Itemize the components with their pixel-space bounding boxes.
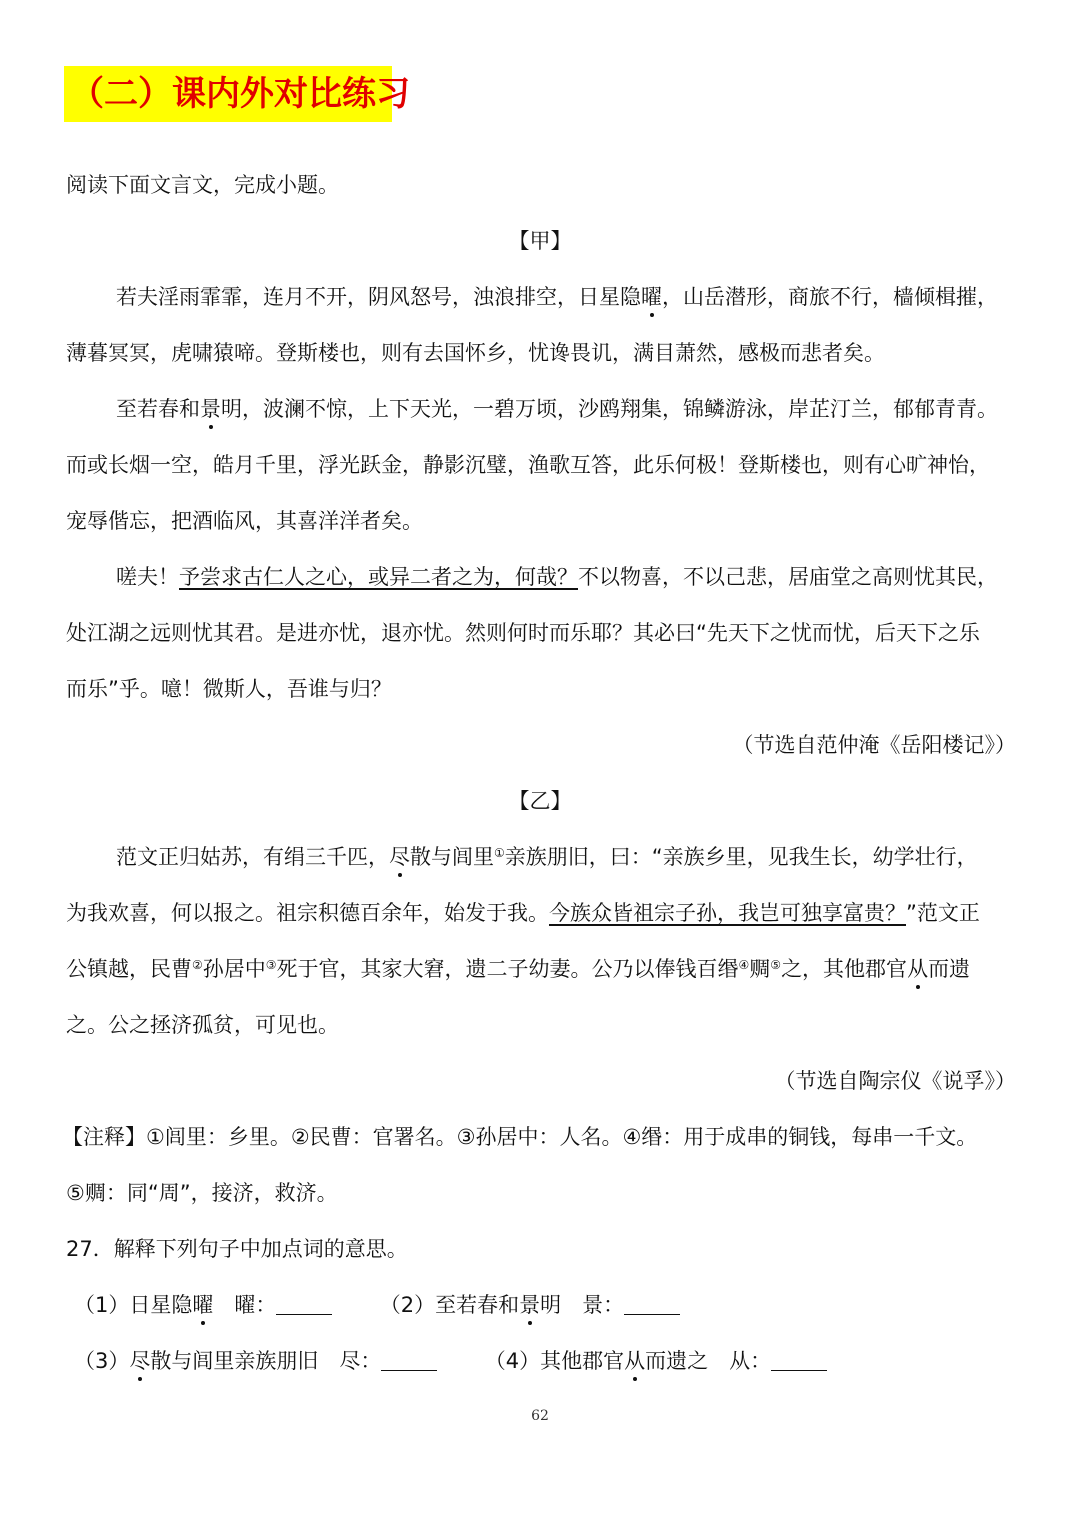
passage-b-source: （节选自陶宗仪《说孚》） — [774, 1069, 1016, 1093]
passage-a-line: 而或长烟一空，皓月千里，浮光跃金，静影沉璧，渔歌互答，此乐何极！登斯楼也，则有心旷神怡， — [66, 453, 990, 477]
emphasis-dot-char: 曜 — [641, 282, 662, 312]
passage-b-line: 范文正归姑苏，有绢三千匹，尽散与闾里①亲族朋旧，曰：“亲族乡里，见我生长，幼学壮行， — [116, 842, 1016, 872]
emphasis-dot-char: 景 — [519, 1290, 540, 1320]
footnote-marker: ④ — [738, 958, 750, 972]
passage-b-line: 为我欢喜，何以报之。祖宗积德百余年，始发于我。今族众皆祖宗子孙，我岂可独享富贵？”范文正 — [66, 901, 980, 925]
emphasis-dot-char: 尽 — [129, 1346, 150, 1376]
emphasis-dot-char: 曜 — [192, 1290, 213, 1320]
passage-a-source: （节选自范仲淹《岳阳楼记》） — [732, 733, 1016, 757]
passage-a-line: 至若春和景明，波澜不惊，上下天光，一碧万顷，沙鸥翔集，锦鳞游泳，岸芷汀兰，郁郁青青。 — [116, 394, 1016, 424]
question-row: （1）日星隐曜 曜： （2）至若春和景明 景： — [74, 1290, 1016, 1320]
passage-b-line: 公镇越，民曹②孙居中③死于官，其家大窘，遗二子幼妻。公乃以俸钱百缗④赒⑤之，其他郡官从而遗 — [66, 954, 1016, 984]
instruction-text: 阅读下面文言文，完成小题。 — [66, 173, 339, 197]
annotation-line: 【注释】①闾里：乡里。②民曹：官署名。③孙居中：人名。④缗：用于成串的铜钱，每串一千文。 — [62, 1125, 978, 1149]
footnote-marker: ⑤ — [770, 958, 782, 972]
question-stem: 27．解释下列句子中加点词的意思。 — [66, 1237, 408, 1261]
passage-b-line: 之。公之拯济孤贫，可见也。 — [66, 1013, 339, 1037]
answer-blank[interactable] — [276, 1294, 332, 1315]
passage-a-line: 嗟夫！予尝求古仁人之心，或异二者之为，何哉？不以物喜，不以己悲，居庙堂之高则忧其民， — [116, 565, 998, 589]
answer-blank[interactable] — [771, 1350, 827, 1371]
emphasis-dot-char: 从 — [624, 1346, 645, 1376]
passage-a-line: 宠辱偕忘，把酒临风，其喜洋洋者矣。 — [66, 509, 423, 533]
footnote-marker: ① — [494, 846, 505, 860]
footnote-marker: ② — [192, 958, 203, 972]
answer-blank[interactable] — [624, 1294, 680, 1315]
underlined-sentence: 今族众皆祖宗子孙，我岂可独享富贵？ — [549, 901, 906, 925]
annotation-line: ⑤赒：同“周”，接济，救济。 — [66, 1181, 338, 1205]
passage-b-heading: 【乙】 — [508, 789, 572, 813]
page-number: 62 — [531, 1408, 549, 1424]
section-title: （二）课内外对比练习 — [64, 66, 392, 122]
underlined-sentence: 予尝求古仁人之心，或异二者之为，何哉？ — [179, 565, 578, 589]
passage-a-line: 若夫淫雨霏霏，连月不开，阴风怒号，浊浪排空，日星隐曜，山岳潜形，商旅不行，樯倾楫摧， — [116, 282, 1016, 312]
emphasis-dot-char: 从 — [907, 954, 928, 984]
footnote-marker: ③ — [265, 958, 277, 972]
emphasis-dot-char: 尽 — [389, 842, 410, 872]
passage-a-line: 薄暮冥冥，虎啸猿啼。登斯楼也，则有去国怀乡，忧谗畏讥，满目萧然，感极而悲者矣。 — [66, 341, 885, 365]
emphasis-dot-char: 景 — [200, 394, 221, 424]
question-row: （3）尽散与闾里亲族朋旧 尽： （4）其他郡官从而遗之 从： — [74, 1346, 1016, 1376]
answer-blank[interactable] — [381, 1350, 437, 1371]
passage-a-line: 处江湖之远则忧其君。是进亦忧，退亦忧。然则何时而乐耶？其必曰“先天下之忧而忧，后天下之乐 — [66, 621, 980, 645]
passage-a-heading: 【甲】 — [508, 229, 572, 253]
passage-a-line: 而乐”乎。噫！微斯人，吾谁与归？ — [66, 677, 392, 701]
